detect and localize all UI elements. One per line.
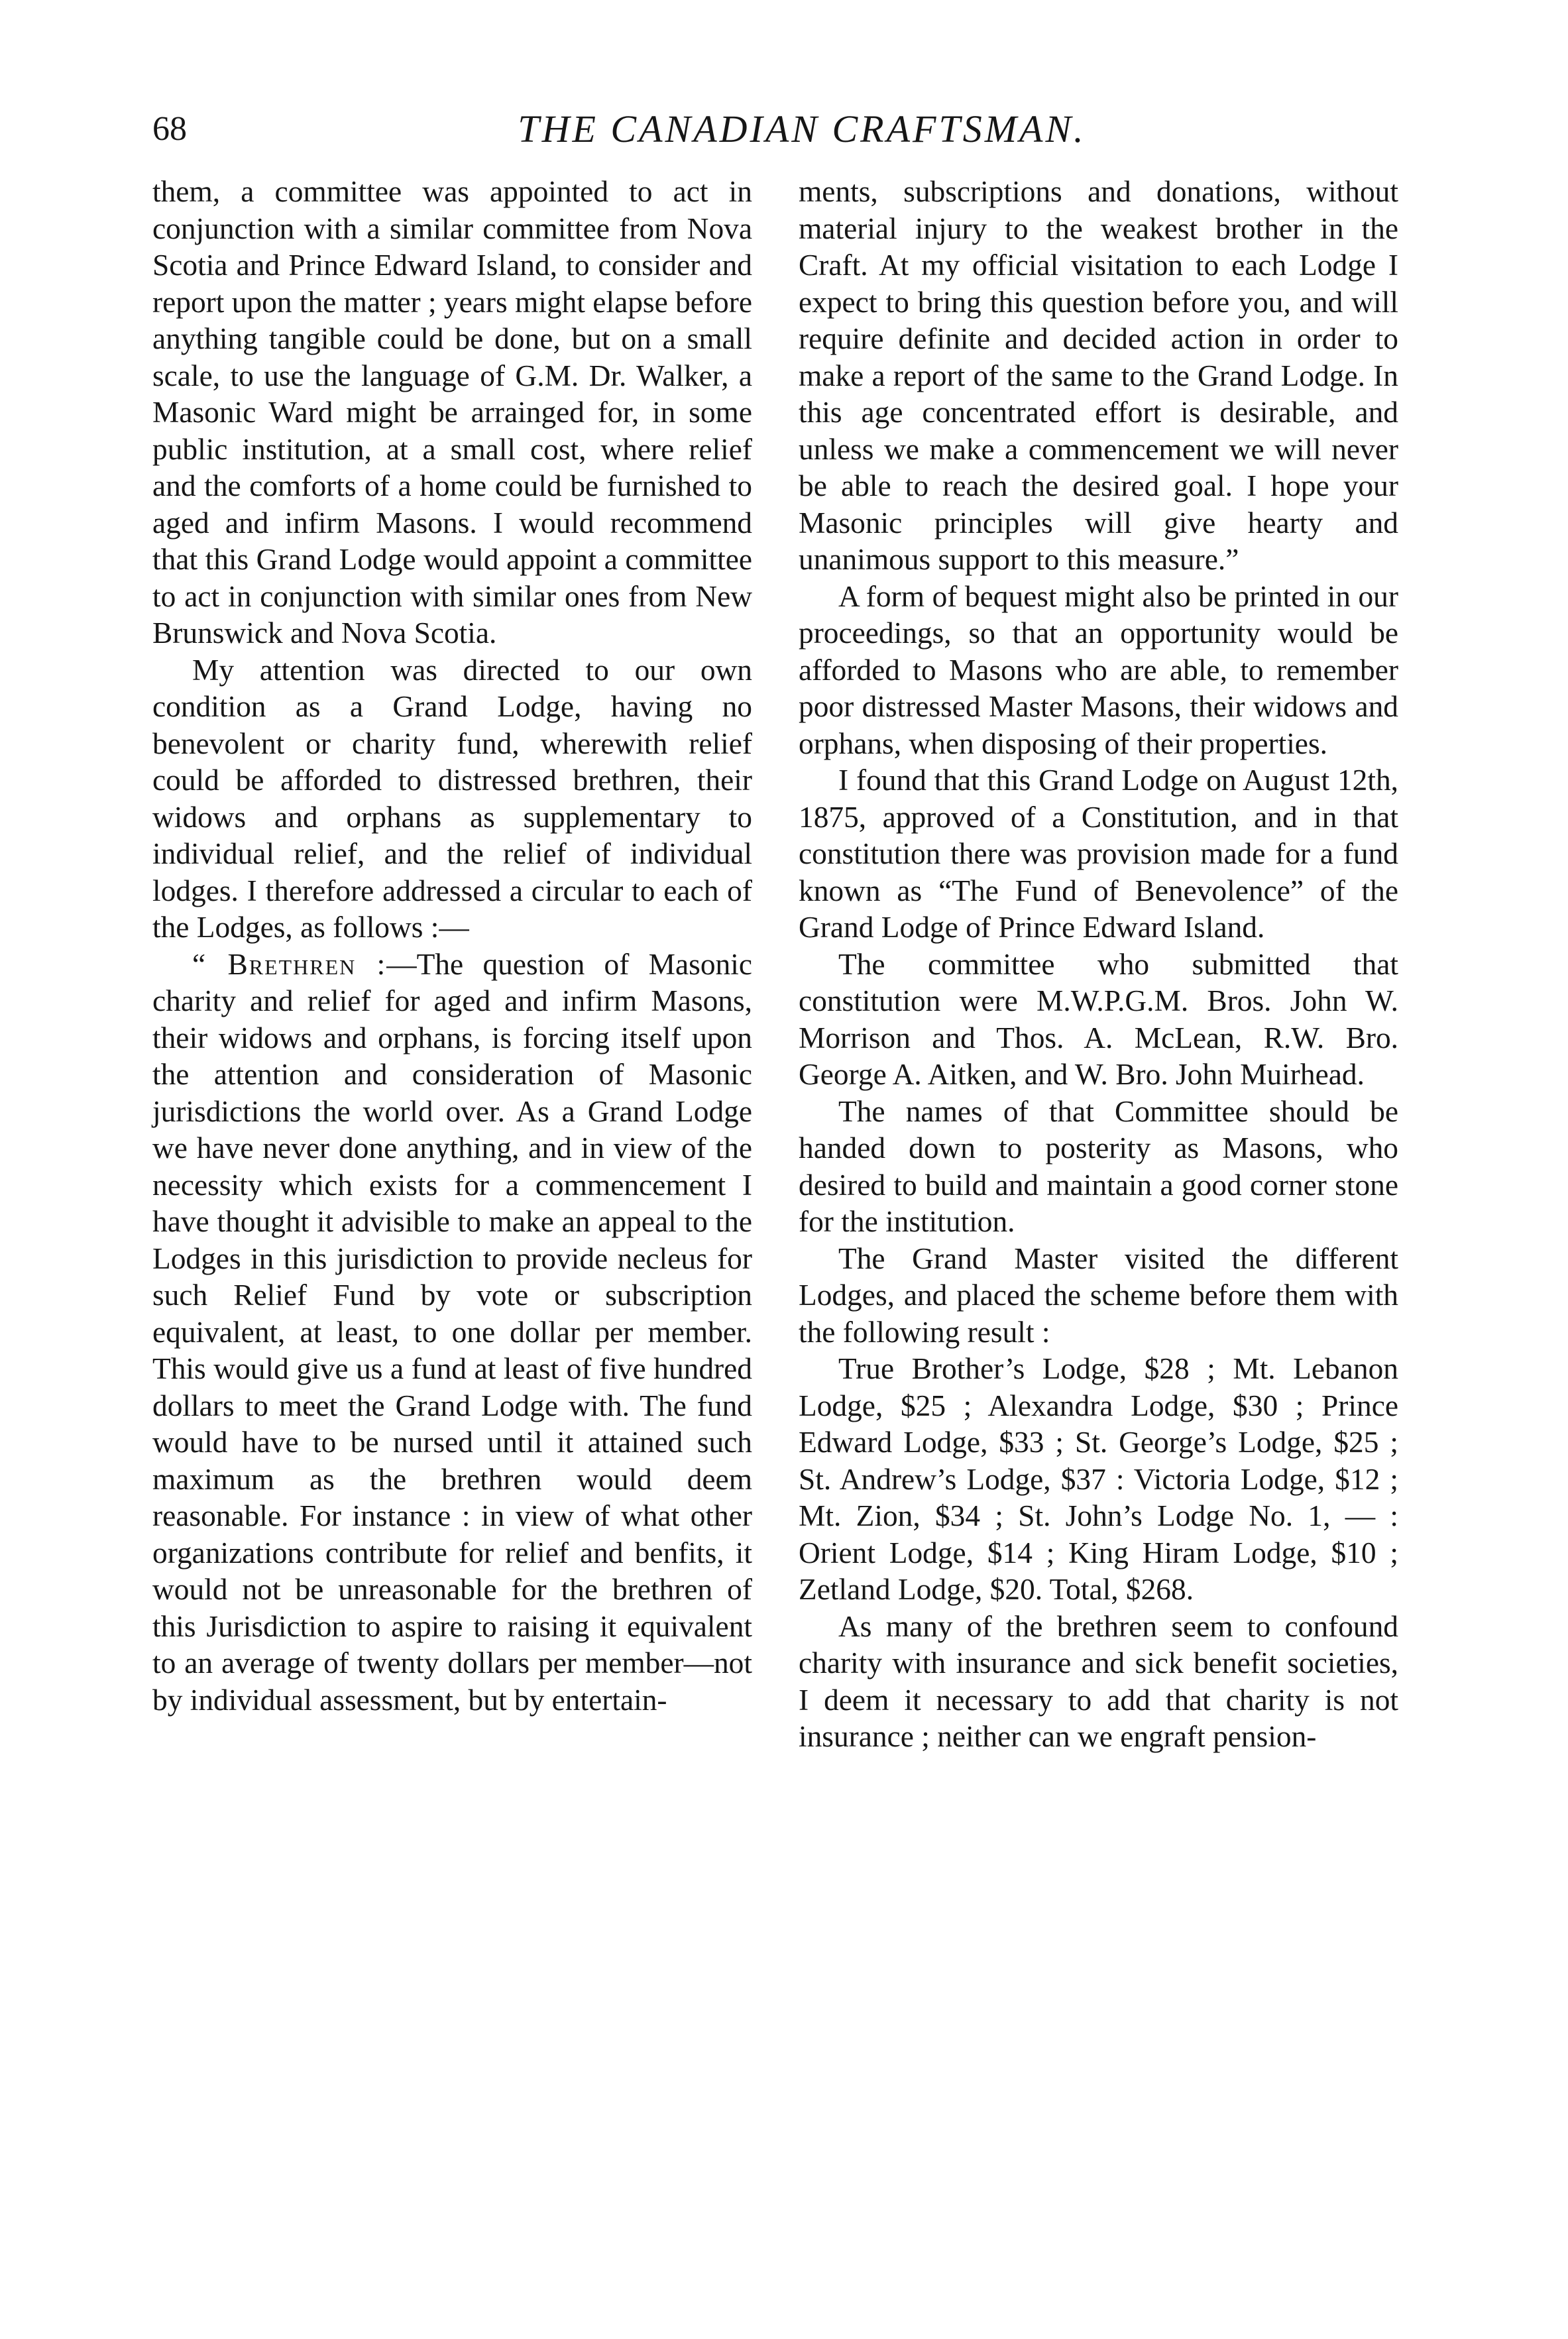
paragraph: I found that this Grand Lodge on August 12th, 1875, approved of a Constitution, and in that constitution there was provision made for a fund known as “The Fund of Benevolence” of the Grand Lodge of Prince Edward Island. — [799, 764, 1398, 944]
page-header — [152, 99, 1412, 159]
paragraph: A form of bequest might also be printed in our proceedings, so that an opportunity would be afforded to Masons who are able, to remember poor distressed Master Masons, their widows and orphans, when disposing of their properties. — [799, 579, 1398, 760]
paragraph: The committee who submitted that constitution were M.W.P.G.M. Bros. John W. Morrison and Thos. A. McLean, R.W. Bro. George A. Aitken, and W. Bro. John Muirhead. — [799, 947, 1398, 1091]
circular-body: —The question of Masonic charity and relief for aged and infirm Masons, their widows and orphans, is forcing itself upon the attention and consideration of Masonic jurisdictions the world over. As a Grand Lodge we have never done anything, and in view of the necessity which exists for a commencement I have thought it advisible to make an appeal to the Lodges in this jurisdiction to provide necleus for such Relief Fund by vote or subscription equivalent, at least, to one dollar per member. This would give us a fund at least of five hundred dollars to meet the Grand Lodge with. The fund would have to be nursed until it attained such maximum as the brethren would deem reasonable. For instance : in view of what other organizations contribute for relief and benfits, it would not be unreasonable for the brethren of this Jurisdiction to aspire to raising it equivalent to an average of twenty dollars per member—not by individual assessment, but by entertain- — [152, 947, 752, 1717]
paragraph: The Grand Master visited the different Lodges, and placed the scheme before them with the following result : — [799, 1241, 1398, 1349]
left-column — [152, 174, 752, 1719]
paragraph: As many of the brethren seem to confound charity with insurance and sick benefit societies, I deem it necessary to add that charity is not insurance ; neither can we engraft pension- — [799, 1609, 1398, 1753]
paragraph: My attention was directed to our own condition as a Grand Lodge, having no benevolent or charity fund, wherewith relief could be afforded to distressed brethren, their widows and orphans as supplementary to individual relief, and the relief of individual lodges. I therefore addressed a circular to each of the Lodges, as follows :— — [152, 653, 752, 944]
paragraph: ments, subscriptions and donations, without material injury to the weakest brother in the Craft. At my official visitation to each Lodge I expect to bring this question before you, and will require definite and decided action in order to make a report of the same to the Grand Lodge. In this age concentrated effort is desirable, and unless we make a commencement we will never be able to reach the desired goal. I hope your Masonic principles will give hearty and unanimous support to this measure.” — [799, 175, 1398, 576]
paragraph: them, a committee was appointed to act in conjunction with a similar committee from Nova Scotia and Prince Edward Island, to consider and report upon the matter ; years might elapse before anything tangible could be done, but on a small scale, to use the language of G.M. Dr. Walker, a Masonic Ward might be arrainged for, in some public institution, at a small cost, where relief and the comforts of a home could be furnished to aged and infirm Masons. I would recommend that this Grand Lodge would appoint a committee to act in conjunction with similar ones from New Brunswick and Nova Scotia. — [152, 175, 752, 650]
paragraph: The names of that Committee should be handed down to posterity as Masons, who desired to build and maintain a good corner stone for the institution. — [799, 1094, 1398, 1238]
lodge-contributions: True Brother’s Lodge, $28 ; Mt. Lebanon Lodge, $25 ; Alexandra Lodge, $30 ; Prince Edward Lodge, $33 ; St. George’s Lodge, $25 ; St. Andrew’s Lodge, $37 : Victoria Lodge, $12 ; Mt. Zion, $34 ; St. John’s Lodge No. 1, — : Orient Lodge, $14 ; King Hiram Lodge, $10 ; Zetland Lodge, $20. Total, $268. — [799, 1352, 1398, 1606]
page-number: 68 — [152, 110, 187, 148]
right-column — [799, 174, 1398, 1756]
circular-salutation: “ Brethren : — [192, 947, 387, 981]
circular-letter — [152, 946, 752, 1719]
running-title: THE CANADIAN CRAFTSMAN. — [518, 107, 1086, 150]
